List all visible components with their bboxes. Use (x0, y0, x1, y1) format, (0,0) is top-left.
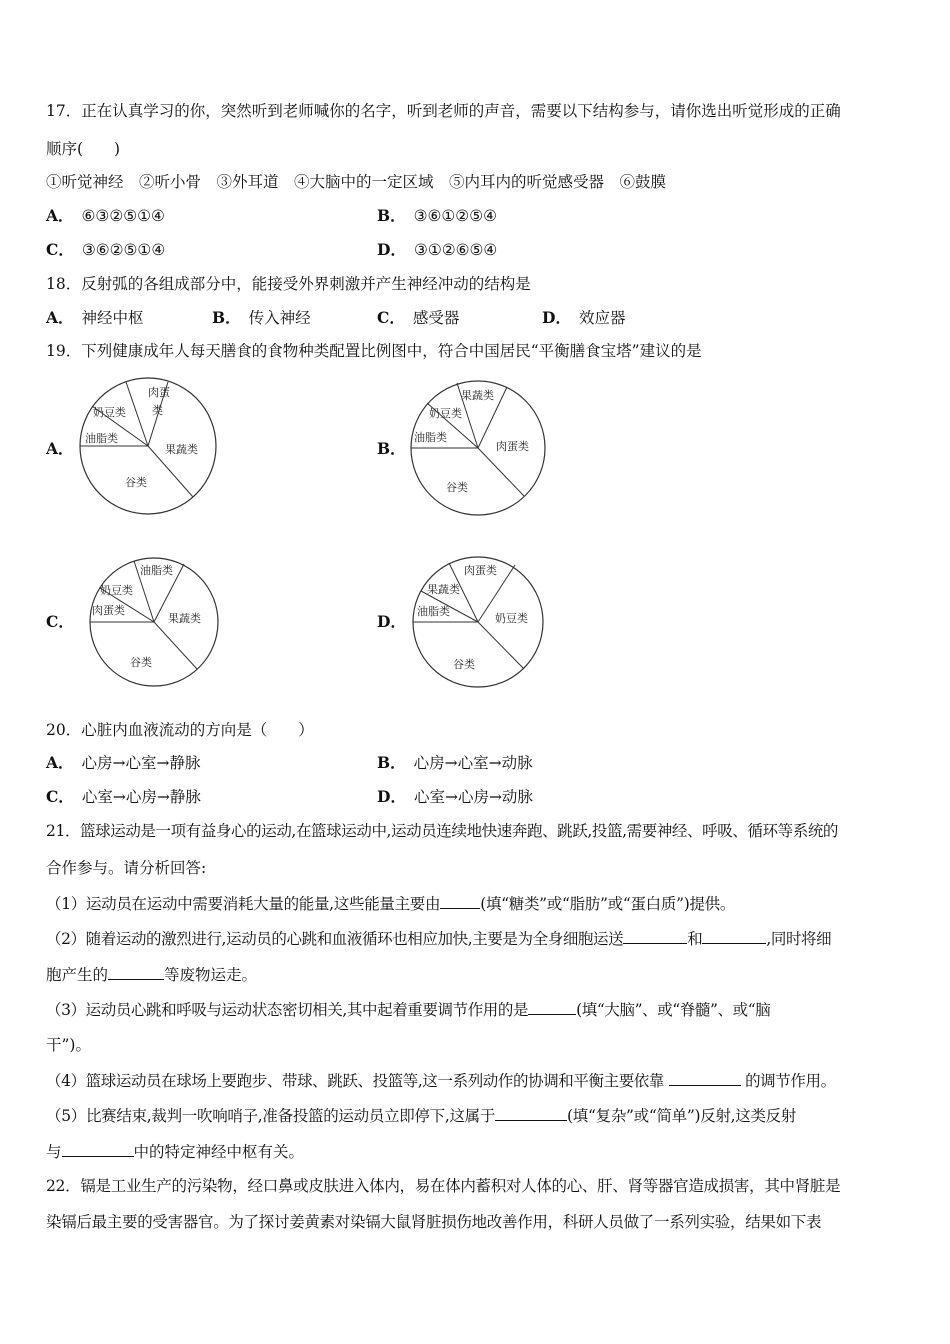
pie-label: 谷类 (130, 656, 152, 669)
pie-divider (478, 448, 524, 496)
q18-option-c (377, 308, 459, 328)
pie-label: 肉蛋类 (464, 564, 497, 577)
q22-stem-line1: 22．镉是工业生产的污染物，经口鼻或皮肤进入体内，易在体内蓄积对人体的心、肝、肾等器官造成损害，其中肾脏是 (46, 1177, 841, 1195)
q21-part3-cont: 干”)。 (46, 1036, 91, 1054)
pie-label: 奶豆类 (100, 584, 133, 597)
answer-blank[interactable] (440, 893, 480, 909)
answer-blank[interactable] (528, 999, 576, 1015)
q21-part2: （2）随着运动的激烈进行,运动员的心跳和血液循环也相应加快,主要是为全身细胞运送 和 ,同时将细 (46, 930, 832, 948)
pie-chart-b (407, 377, 549, 519)
q19-option-c-key: C． (46, 612, 74, 631)
q19-option-b-key: B． (377, 439, 406, 458)
q22-stem-line2: 染镉后最主要的受害器官。为了探讨姜黄素对染镉大鼠肾脏损伤地改善作用，科研人员做了一系列实验，结果如下表 (46, 1213, 822, 1231)
answer-blank[interactable] (495, 1105, 567, 1121)
pie-label: 油脂类 (85, 432, 118, 445)
pie-chart-a (76, 374, 220, 518)
q21-stem-line1: 21．篮球运动是一项有益身心的运动,在篮球运动中,运动员连续地快速奔跑、跳跃,投篮,需要神经、呼吸、循环等系统的 (46, 822, 839, 840)
q21-stem-line2: 合作参与。请分析回答: (46, 859, 207, 877)
pie-label: 肉蛋 (148, 386, 170, 399)
q20-option-a (46, 753, 201, 773)
q17-option-b (377, 206, 497, 226)
q17-option-a (46, 206, 165, 226)
q17-option-c (46, 240, 165, 260)
q17-option-d (377, 240, 497, 260)
pie-label: 果蔬类 (165, 443, 198, 456)
option-text: ③①②⑥⑤④ (413, 241, 498, 259)
q21-part1: （1）运动员在运动中需要消耗大量的能量,这些能量主要由 (填“糖类”或“脂肪”或“蛋白质”)提供。 (46, 895, 736, 913)
q20-stem: 20．心脏内血液流动的方向是（ ） (46, 721, 314, 739)
pie-label: 肉蛋类 (92, 604, 125, 617)
pie-divider (478, 622, 524, 669)
answer-blank[interactable] (62, 1141, 134, 1157)
pie-label: 果蔬类 (461, 389, 494, 402)
pie-label: 奶豆类 (495, 612, 528, 625)
q19-option-d-key: D． (377, 612, 406, 631)
q18-option-d (542, 308, 625, 328)
option-key: C． (46, 240, 74, 259)
option-text: 感受器 (412, 309, 460, 327)
option-text: 心房→心室→静脉 (81, 754, 201, 772)
q17-stem-line1: 17．正在认真学习的你，突然听到老师喊你的名字，听到老师的声音，需要以下结构参与，请你选出听觉形成的正确 (46, 102, 841, 120)
option-text: ⑥③②⑤①④ (81, 207, 165, 225)
pie-chart-d (409, 553, 547, 691)
option-key: D． (377, 787, 406, 806)
q19-stem: 19．下列健康成年人每天膳食的食物种类配置比例图中，符合中国居民“平衡膳食宝塔”建议的是 (46, 342, 702, 360)
q17-items: ①听觉神经 ②听小骨 ③外耳道 ④大脑中的一定区域 ⑤内耳内的听觉感受器 ⑥鼓膜 (46, 173, 667, 191)
option-key: B． (212, 308, 241, 327)
q18-stem: 18．反射弧的各组成部分中，能接受外界刺激并产生神经冲动的结构是 (46, 275, 531, 293)
q21-part3: （3）运动员心跳和呼吸与运动状态密切相关,其中起着重要调节作用的是 (填“大脑”、或“脊髓”、或“脑 (46, 1001, 771, 1019)
pie-label: 油脂类 (140, 564, 173, 577)
pie-divider (126, 382, 148, 446)
pie-label: 果蔬类 (427, 583, 460, 596)
q21-part5-cont: 与 中的特定神经中枢有关。 (46, 1143, 305, 1161)
q21-part5: （5）比赛结束,裁判一吹响哨子,准备投篮的运动员立即停下,这属于 (填“复杂”或“简单”)反射,这类反射 (46, 1107, 797, 1125)
option-text: ③⑥②⑤①④ (81, 241, 166, 259)
q20-option-b (377, 753, 533, 773)
pie-label: 奶豆类 (93, 406, 126, 419)
q19-option-a-key: A． (46, 439, 74, 458)
option-key: A． (46, 206, 74, 225)
q18-option-a (46, 308, 144, 328)
option-key: D． (377, 240, 406, 259)
pie-label: 奶豆类 (429, 407, 462, 420)
option-key: A． (46, 308, 74, 327)
answer-blank[interactable] (702, 928, 766, 944)
pie-label: 油脂类 (414, 431, 447, 444)
q21-part2-cont: 胞产生的 等废物运走。 (46, 966, 258, 984)
pie-label: 果蔬类 (168, 612, 201, 625)
option-key: B． (377, 206, 406, 225)
answer-blank[interactable] (669, 1070, 741, 1086)
option-text: ③⑥①②⑤④ (413, 207, 497, 225)
pie-divider (154, 622, 197, 669)
q18-option-b (212, 308, 311, 328)
pie-label: 谷类 (453, 658, 475, 671)
pie-chart-c (86, 554, 222, 690)
q21-part4: （4）篮球运动员在球场上要跑步、带球、跳跃、投篮等,这一系列动作的协调和平衡主要依靠 的调节作用。 (46, 1072, 836, 1090)
pie-label: 谷类 (125, 476, 147, 489)
option-text: 传入神经 (248, 309, 311, 327)
option-key: A． (46, 753, 74, 772)
option-text: 神经中枢 (81, 309, 144, 327)
option-text: 心房→心室→动脉 (413, 754, 533, 772)
option-key: C． (46, 787, 74, 806)
option-text: 效应器 (578, 309, 626, 327)
option-text: 心室→心房→动脉 (413, 788, 533, 806)
q17-stem-line2: 顺序( ) (46, 140, 121, 158)
option-key: C． (377, 308, 405, 327)
q20-option-c (46, 787, 201, 807)
pie-label: 类 (152, 404, 163, 417)
option-text: 心室→心房→静脉 (81, 788, 201, 806)
option-key: D． (542, 308, 571, 327)
option-key: B． (377, 753, 406, 772)
pie-label: 谷类 (446, 481, 468, 494)
q20-option-d (377, 787, 533, 807)
answer-blank[interactable] (623, 928, 687, 944)
pie-label: 肉蛋类 (496, 440, 529, 453)
pie-label: 油脂类 (417, 605, 450, 618)
answer-blank[interactable] (108, 964, 164, 980)
